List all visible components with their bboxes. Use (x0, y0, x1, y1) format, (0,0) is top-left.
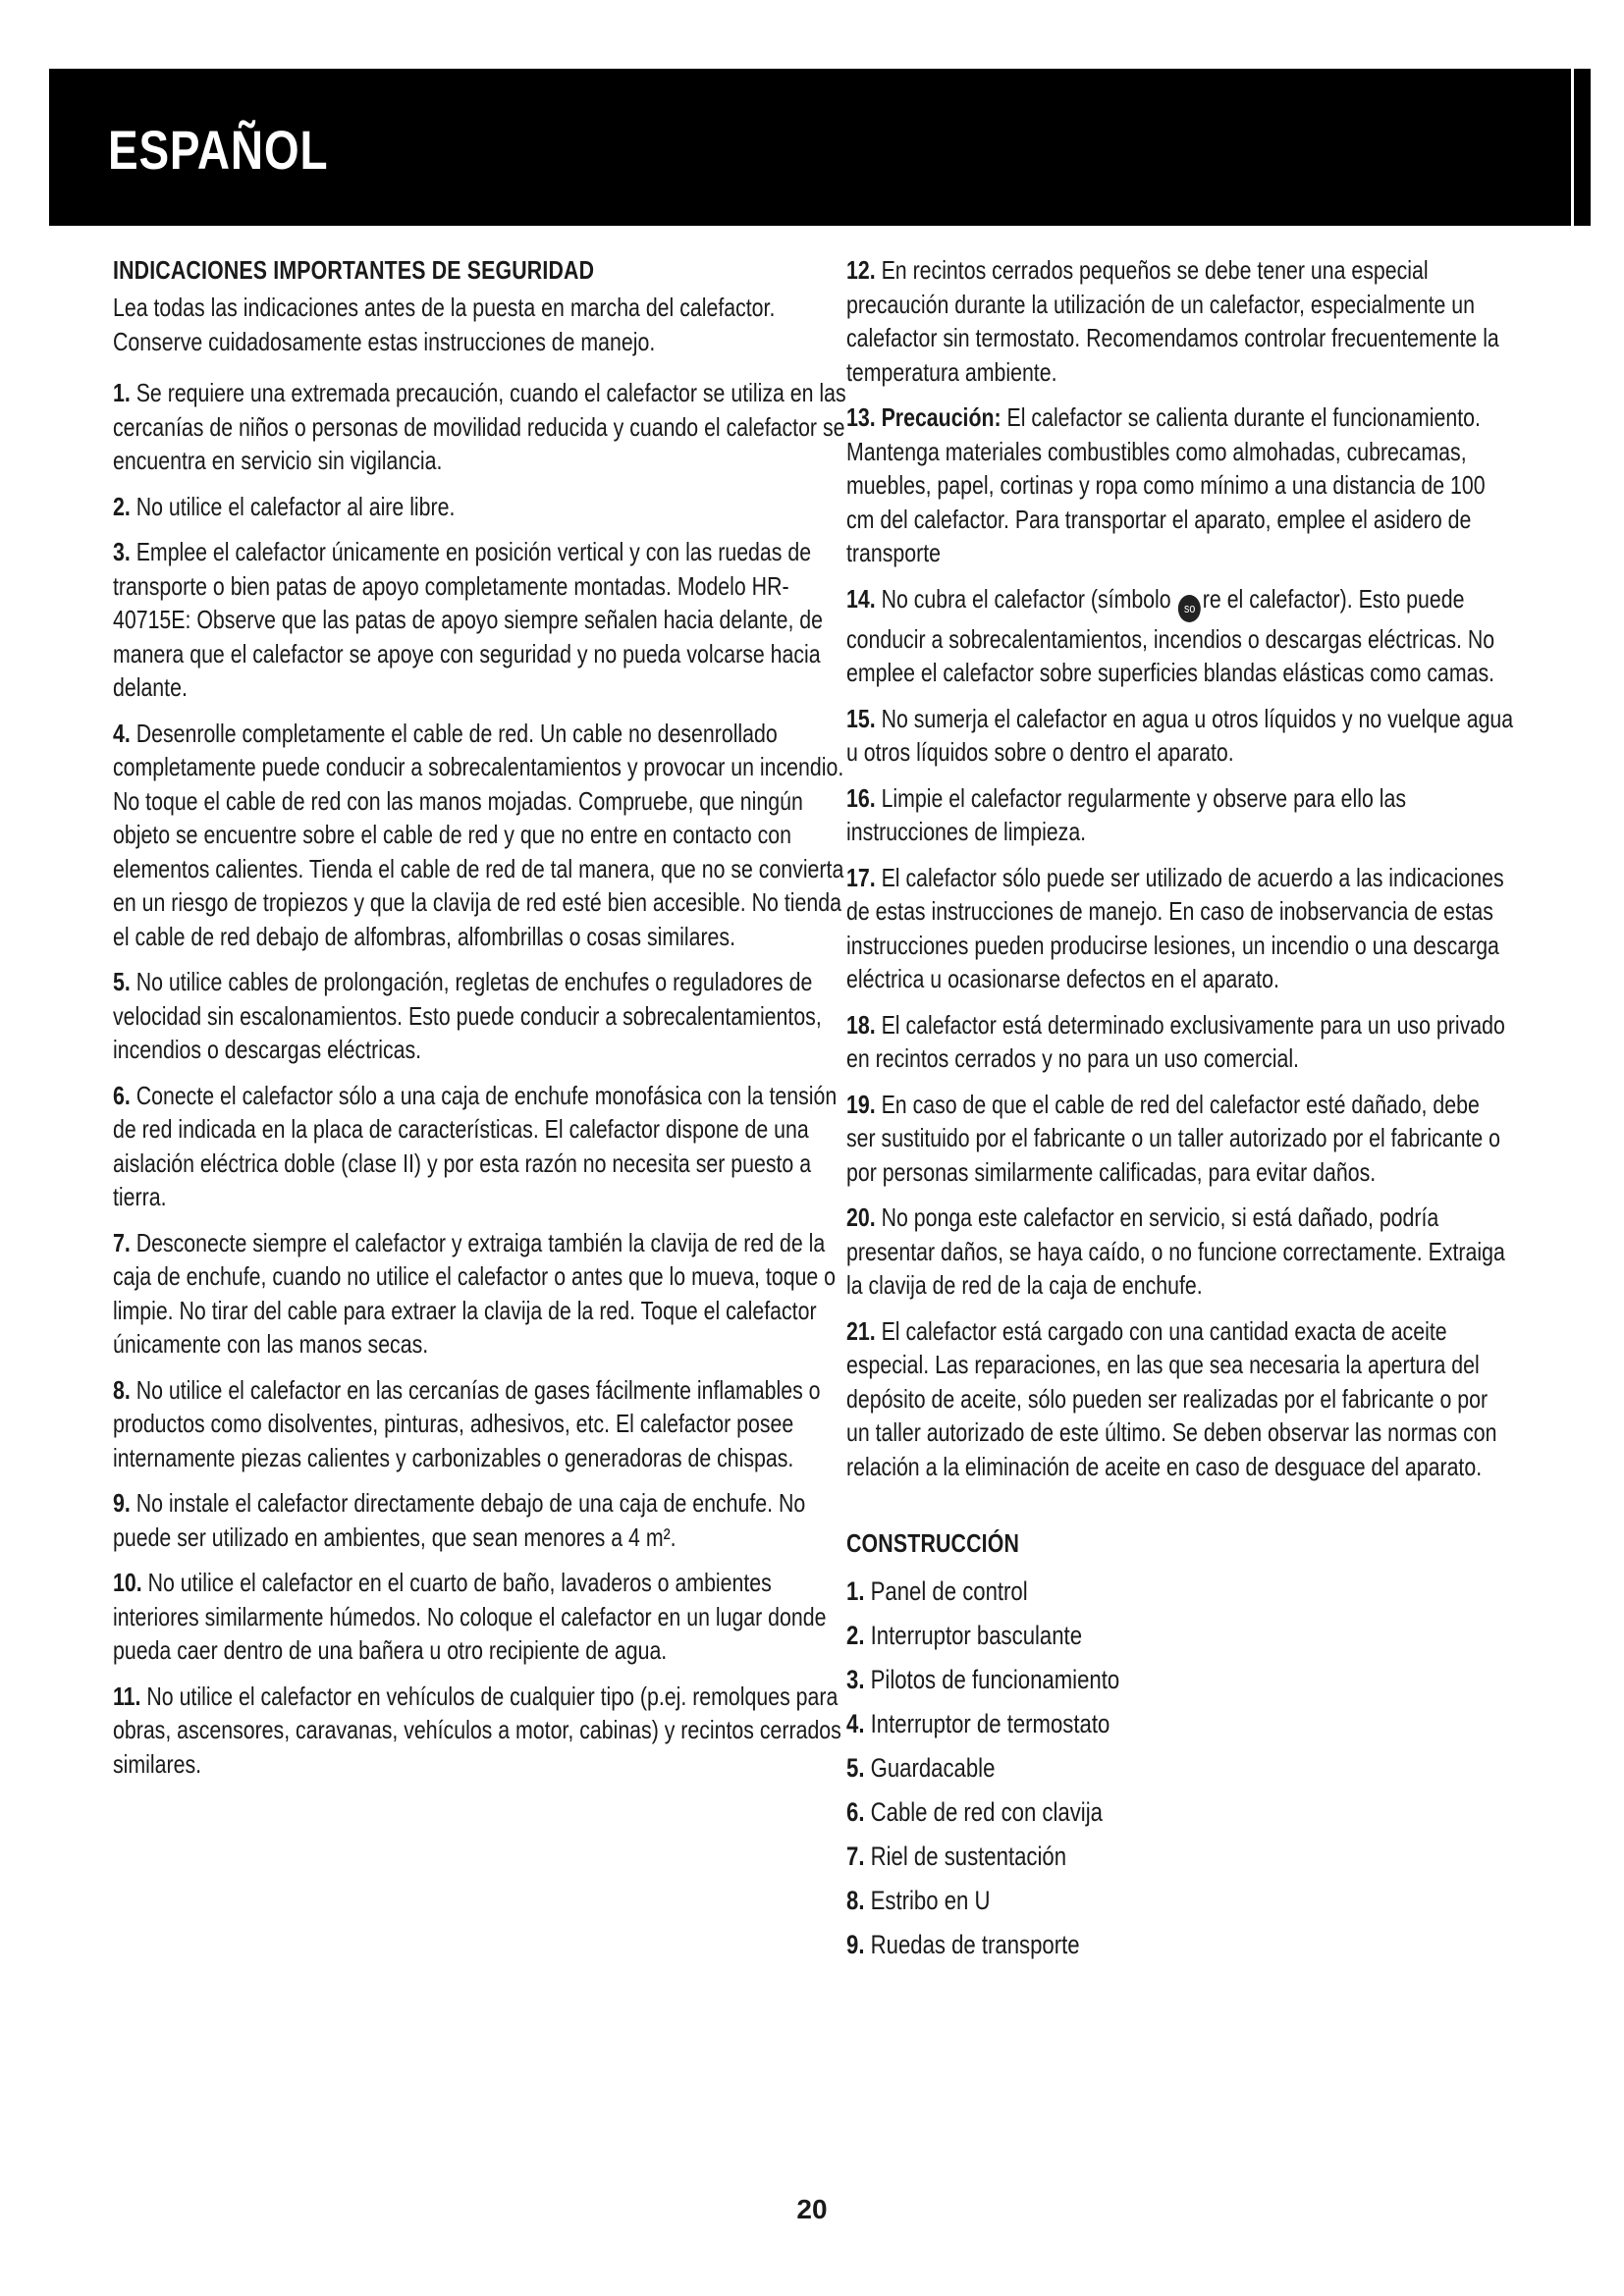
item-number: 13. (846, 402, 876, 432)
item-text: En recintos cerrados pequeños se debe tener una especial precaución durante la utilización de un calefactor, especialmente un calefactor sin termostato. Recomendamos controlar frecuentemente la temperatura ambiente. (846, 255, 1499, 387)
item-number: 7. (113, 1227, 131, 1257)
right-column (846, 253, 1514, 1967)
item-text: Estribo en U (870, 1886, 991, 1915)
safety-item-5 (113, 965, 859, 1067)
item-text: Pilotos de funcionamiento (870, 1665, 1120, 1694)
item-text: No instale el calefactor directamente debajo de una caja de enchufe. No puede ser utilizado en ambientes, que sean menores a 4 m². (113, 1488, 806, 1552)
item-text: No utilice el calefactor en el cuarto de baño, lavaderos o ambientes interiores similarmente húmedos. No coloque el calefactor en un lugar donde pueda caer dentro de una bañera u otro recipiente de agua. (113, 1568, 827, 1665)
item-text: No utilice el calefactor en las cercanías de gases fácilmente inflamables o productos como disolventes, pinturas, adhesivos, etc. El calefactor posee internamente piezas calientes y carbonizables o generadoras de chispas. (113, 1374, 821, 1472)
item-text: Riel de sustentación (870, 1842, 1067, 1871)
item-number: 9. (113, 1488, 131, 1518)
item-number: 8. (113, 1374, 131, 1405)
item-number: 6. (113, 1080, 131, 1110)
safety-item-13 (846, 400, 1514, 570)
page-number: 20 (796, 2194, 828, 2224)
caution-label: Precaución: (881, 402, 1001, 432)
item-number: 3. (113, 537, 131, 566)
item-number: 17. (846, 862, 876, 892)
item-text: No utilice el calefactor en vehículos de cualquier tipo (p.ej. remolques para obras, ascensores, caravanas, vehículos a motor, cabinas) y recintos cerrados similares. (113, 1681, 841, 1779)
item-text: Cable de red con clavija (870, 1797, 1103, 1827)
item-number: 19. (846, 1089, 876, 1119)
safety-item-8 (113, 1373, 859, 1475)
item-number: 16. (846, 782, 876, 813)
item-number: 6. (846, 1797, 865, 1827)
item-text: Emplee el calefactor únicamente en posición vertical y con las ruedas de transporte o bien patas de apoyo completamente montadas. Modelo HR-40715E: Observe que las patas de apoyo siempre señalen hacia delante, de manera que el calefactor se apoye con seguridad y no pueda volcarse hacia delante. (113, 537, 824, 702)
safety-item-7 (113, 1226, 859, 1362)
item-text: No sumerja el calefactor en agua u otros líquidos y no vuelque agua u otros líquidos sobre o dentro el aparato. (846, 703, 1514, 767)
item-number: 7. (846, 1842, 865, 1871)
item-number: 11. (113, 1681, 141, 1711)
construction-item-7 (846, 1835, 1514, 1879)
banner-edge-line (1571, 69, 1574, 226)
safety-item-6 (113, 1079, 859, 1214)
item-text: Conecte el calefactor sólo a una caja de enchufe monofásica con la tensión de red indicada en la placa de características. El calefactor dispone de una aislación eléctrica doble (clase II) y por esta razón no necesita ser puesto a tierra. (113, 1080, 838, 1211)
item-text: El calefactor se calienta durante el funcionamiento. Mantenga materiales combustibles como almohadas, cubrecamas, muebles, papel, cortinas y ropa como mínimo a una distancia de 100 cm del calefactor. Para transportar el aparato, emplee el asidero de transporte (846, 402, 1486, 567)
safety-item-20 (846, 1201, 1514, 1303)
item-number: 2. (846, 1621, 865, 1650)
item-number: 5. (113, 967, 131, 996)
safety-item-16 (846, 781, 1514, 849)
left-column (113, 253, 859, 1792)
construction-item-1 (846, 1570, 1514, 1614)
item-number: 2. (113, 491, 131, 521)
item-number: 14. (846, 583, 876, 614)
item-text: Guardacable (870, 1753, 996, 1783)
item-text: No utilice cables de prolongación, regletas de enchufes o reguladores de velocidad sin escalonamientos. Esto puede conducir a sobrecalentamientos, incendios o descargas eléctricas. (113, 967, 822, 1064)
construction-item-9 (846, 1923, 1514, 1967)
construction-section (846, 1526, 1514, 1967)
item-text: No ponga este calefactor en servicio, si está dañado, podría presentar daños, se haya caído, o no funcione correctamente. Extraiga la clavija de red de la caja de enchufe. (846, 1202, 1505, 1300)
safety-item-14 (846, 582, 1514, 690)
do-not-cover-symbol-icon: so (1178, 595, 1201, 622)
safety-item-3 (113, 535, 859, 705)
item-text: Ruedas de transporte (870, 1930, 1080, 1959)
item-number: 18. (846, 1009, 876, 1040)
item-number: 20. (846, 1202, 876, 1232)
item-text: Desconecte siempre el calefactor y extraiga también la clavija de red de la caja de enchufe, cuando no utilice el calefactor o antes que lo mueva, toque o limpie. No tirar del cable para extraer la clavija de la red. Toque el calefactor únicamente con las manos secas. (113, 1227, 837, 1359)
safety-intro: Lea todas las indicaciones antes de la puesta en marcha del calefactor. Conserve cuidadosamente estas instrucciones de manejo. (113, 293, 776, 356)
safety-item-21 (846, 1314, 1514, 1484)
safety-item-11 (113, 1680, 859, 1782)
language-title: ESPAÑOL (108, 119, 329, 181)
safety-item-19 (846, 1088, 1514, 1190)
item-text: Se requiere una extremada precaución, cuando el calefactor se utiliza en las cercanías de niños o personas de movilidad reducida y cuando el calefactor se encuentra en servicio sin vigilancia. (113, 378, 846, 475)
item-number: 9. (846, 1930, 865, 1959)
item-text: El calefactor sólo puede ser utilizado de acuerdo a las indicaciones de estas instrucciones de manejo. En caso de inobservancia de estas instrucciones pueden producirse lesiones, un incendio o una descarga eléctrica u ocasionarse defectos en el aparato. (846, 862, 1504, 993)
item-number: 1. (846, 1576, 865, 1606)
item-number: 4. (113, 718, 131, 748)
item-number: 4. (846, 1709, 865, 1738)
item-text: Desenrolle completamente el cable de red. Un cable no desenrollado completamente puede conducir a sobrecalentamientos y provocar un incendio. No toque el cable de red con las manos mojadas. Compruebe, que ningún objeto se encuentre sobre el cable de red y que no entre en contacto con elementos calientes. Tienda el cable de red de tal manera, que no se convierta en un riesgo de tropiezos y que la clavija de red esté bien accesible. No tienda el cable de red debajo de alfombras, alfombrillas o cosas similares. (113, 718, 844, 951)
item-number: 8. (846, 1886, 865, 1915)
construction-item-3 (846, 1658, 1514, 1702)
item-text: El calefactor está cargado con una cantidad exacta de aceite especial. Las reparaciones, en las que sea necesaria la apertura del depósito de aceite, sólo pueden ser realizadas por el fabricante o por un taller autorizado de este último. Se deben observar las normas con relación a la eliminación de aceite en caso de desguace del aparato. (846, 1315, 1497, 1481)
item-number: 15. (846, 703, 876, 733)
safety-item-17 (846, 861, 1514, 996)
safety-item-4 (113, 717, 859, 954)
item-number: 1. (113, 378, 131, 407)
safety-item-2 (113, 490, 859, 524)
item-number: 5. (846, 1753, 865, 1783)
item-text: Interruptor basculante (870, 1621, 1083, 1650)
safety-item-1 (113, 376, 859, 478)
language-banner (49, 69, 1591, 226)
construction-item-5 (846, 1746, 1514, 1790)
item-number: 12. (846, 255, 876, 285)
safety-heading: INDICACIONES IMPORTANTES DE SEGURIDAD (113, 255, 595, 285)
item-number: 21. (846, 1315, 876, 1346)
safety-item-12 (846, 253, 1514, 389)
item-text: Interruptor de termostato (870, 1709, 1110, 1738)
construction-item-8 (846, 1879, 1514, 1923)
item-text: En caso de que el cable de red del calefactor esté dañado, debe ser sustituido por el fabricante o un taller autorizado por el fabricante o por personas similarmente calificadas, para evitar daños. (846, 1089, 1501, 1187)
safety-item-10 (113, 1566, 859, 1668)
safety-item-9 (113, 1486, 859, 1554)
item-text-continued: re el calefactor). Esto puede conducir a sobrecalentamientos, incendios o descargas eléctricas. No emplee el calefactor sobre superficies blandas elásticas como camas. (846, 583, 1495, 687)
safety-item-15 (846, 702, 1514, 770)
construction-item-2 (846, 1614, 1514, 1658)
safety-item-18 (846, 1008, 1514, 1076)
item-number: 10. (113, 1568, 142, 1597)
construction-item-6 (846, 1790, 1514, 1835)
item-text: El calefactor está determinado exclusivamente para un uso privado en recintos cerrados y no para un uso comercial. (846, 1009, 1505, 1073)
item-number: 3. (846, 1665, 865, 1694)
item-text: Limpie el calefactor regularmente y observe para ello las instrucciones de limpieza. (846, 782, 1407, 846)
item-text: Panel de control (870, 1576, 1028, 1606)
construction-item-4 (846, 1702, 1514, 1746)
item-text: No utilice el calefactor al aire libre. (135, 491, 456, 521)
construction-heading: CONSTRUCCIÓN (846, 1528, 1020, 1558)
item-text: No cubra el calefactor (símbolo (881, 583, 1171, 614)
